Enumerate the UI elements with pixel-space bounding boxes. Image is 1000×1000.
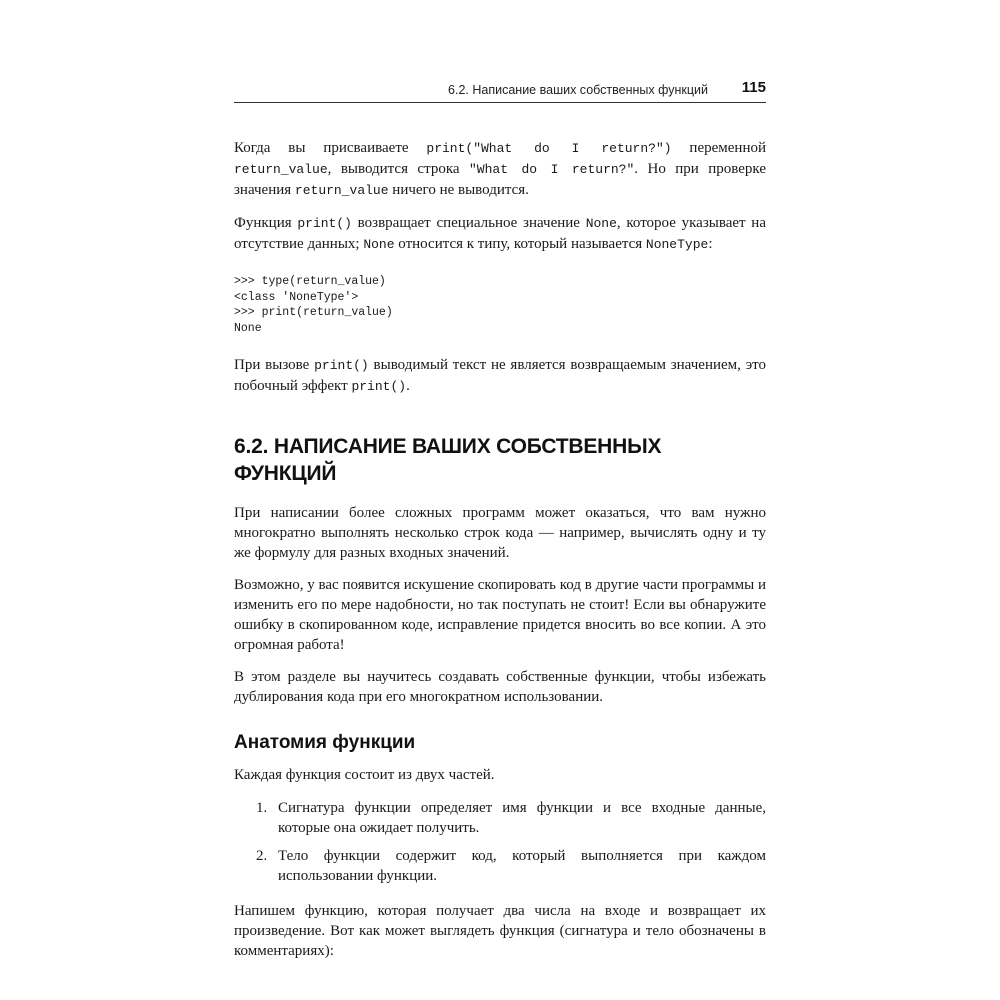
list-item xyxy=(234,846,766,886)
text-run: выводимый текст не является возвращаемым значением, это побочный эффект xyxy=(234,357,766,394)
paragraph-repeated-code: При написании более сложных программ может оказаться, что вам нужно многократно выполнять несколько строк кода — например, вычислять одну и ту же формулу для разных входных значений. xyxy=(234,505,766,561)
section-heading xyxy=(234,433,766,487)
book-page xyxy=(234,78,766,961)
inline-code: return_value xyxy=(294,183,389,198)
text-run: Когда вы присваиваете xyxy=(234,140,427,156)
text-run: : xyxy=(708,236,713,252)
inline-code: NoneType xyxy=(645,237,709,252)
text-run: , которое указывает на отсутствие данных; xyxy=(234,215,766,252)
text-run: относится к типу, который называется xyxy=(394,236,646,252)
text-run: . Но при проверке значения xyxy=(234,161,767,198)
paragraph-none-type xyxy=(234,213,766,255)
code-line: >>> print(return_value) xyxy=(234,306,393,319)
running-title: 6.2. Написание ваших собственных функций xyxy=(448,83,708,97)
numbered-list xyxy=(234,798,766,886)
text-run: , выводится строка xyxy=(327,161,469,177)
code-listing xyxy=(234,274,766,336)
inline-code: None xyxy=(585,216,617,231)
paragraph-example-intro: Напишем функцию, которая получает два числа на входе и возвращает их произведение. Вот как может выглядеть функция (сигнатура и тело обозначены в комментариях): xyxy=(234,903,766,959)
text-run: переменной xyxy=(671,140,766,156)
text-run: . xyxy=(406,378,410,394)
paragraph-return-value xyxy=(234,138,766,201)
inline-code: print() xyxy=(351,379,407,394)
list-item-text: Тело функции содержит код, который выполняется при каждом использовании функции. xyxy=(278,848,766,884)
text-run: Функция xyxy=(234,215,298,231)
page-number: 115 xyxy=(741,79,766,96)
inline-code: print("What do I return?") xyxy=(426,141,672,156)
inline-code: "What do I return?" xyxy=(468,162,635,177)
code-line: >>> type(return_value) xyxy=(234,275,386,288)
inline-code: return_value xyxy=(234,162,328,177)
running-header xyxy=(234,78,766,103)
inline-code: print() xyxy=(297,216,352,231)
code-line: <class 'NoneType'> xyxy=(234,290,359,304)
paragraph-copy-temptation: Возможно, у вас появится искушение скопировать код в другие части программы и изменить его по мере надобности, но так поступать не стоит! Если вы обнаружите ошибку в скопированном коде, исправление придется вносить во все копии. А это огромная работа! xyxy=(234,577,766,653)
text-run: ничего не выводится. xyxy=(388,182,529,198)
code-line: None xyxy=(234,321,262,335)
list-number: 2. xyxy=(256,848,268,864)
inline-code: print() xyxy=(314,358,369,373)
paragraph-side-effect xyxy=(234,355,766,397)
list-item-text: Сигнатура функции определяет имя функции и все входные данные, которые она ожидает получить. xyxy=(278,800,766,836)
list-number: 1. xyxy=(256,800,268,816)
section-heading-line: ФУНКЦИЙ xyxy=(234,462,337,485)
list-item xyxy=(234,798,766,838)
text-run: При вызове xyxy=(234,357,315,373)
paragraph-section-goal: В этом разделе вы научитесь создавать собственные функции, чтобы избежать дублирования кода при его многократном использовании. xyxy=(234,669,766,705)
section-heading-line: 6.2. НАПИСАНИЕ ВАШИХ СОБСТВЕННЫХ xyxy=(234,435,662,458)
paragraph-two-parts: Каждая функция состоит из двух частей. xyxy=(234,767,495,783)
text-run: возвращает специальное значение xyxy=(351,215,586,231)
subsection-heading: Анатомия функции xyxy=(234,732,416,753)
inline-code: None xyxy=(363,237,395,252)
